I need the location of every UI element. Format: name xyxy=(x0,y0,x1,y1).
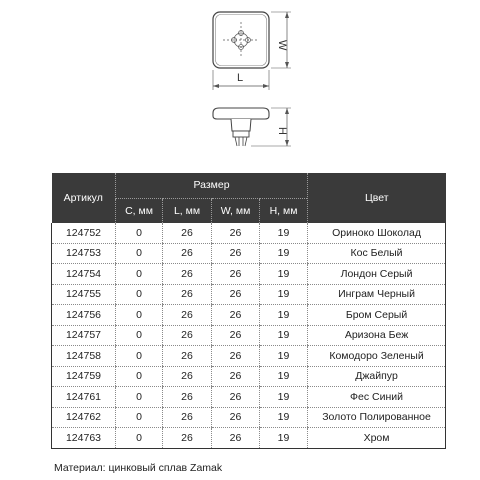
cell-color: Инграм Черный xyxy=(308,284,446,305)
cell-color: Хром xyxy=(308,428,446,449)
table-row xyxy=(52,243,446,264)
cell-article: 124754 xyxy=(52,264,116,285)
cell-w: 26 xyxy=(212,366,260,387)
table-row xyxy=(52,387,446,408)
cell-c: 0 xyxy=(116,284,163,305)
table-row xyxy=(52,407,446,428)
cell-h: 19 xyxy=(260,305,308,326)
cell-article: 124762 xyxy=(52,407,116,428)
cell-article: 124756 xyxy=(52,305,116,326)
table-row xyxy=(52,428,446,449)
cell-h: 19 xyxy=(260,387,308,408)
cell-h: 19 xyxy=(260,366,308,387)
material-note: Материал: цинковый сплав Zamak xyxy=(54,462,223,474)
cell-l: 26 xyxy=(163,284,212,305)
cell-w: 26 xyxy=(212,428,260,449)
cell-l: 26 xyxy=(163,428,212,449)
cell-w: 26 xyxy=(212,223,260,243)
cell-article: 124752 xyxy=(52,223,116,243)
cell-c: 0 xyxy=(116,366,163,387)
technical-drawing xyxy=(0,0,480,170)
header-article: Артикул xyxy=(52,173,116,223)
cell-l: 26 xyxy=(163,366,212,387)
cell-w: 26 xyxy=(212,284,260,305)
table-row xyxy=(52,366,446,387)
cell-color: Фес Синий xyxy=(308,387,446,408)
cell-article: 124757 xyxy=(52,325,116,346)
side-view xyxy=(213,108,291,146)
cell-c: 0 xyxy=(116,346,163,367)
cell-h: 19 xyxy=(260,223,308,243)
cell-color: Комодоро Зеленый xyxy=(308,346,446,367)
cell-w: 26 xyxy=(212,387,260,408)
table-row xyxy=(52,223,446,243)
cell-color: Ориноко Шоколад xyxy=(308,223,446,243)
cell-color: Джайпур xyxy=(308,366,446,387)
cell-color: Золото Полированное xyxy=(308,407,446,428)
cell-c: 0 xyxy=(116,223,163,243)
table-row xyxy=(52,325,446,346)
header-w: W, мм xyxy=(212,198,260,223)
knob-drawing-svg xyxy=(0,0,480,170)
cell-h: 19 xyxy=(260,284,308,305)
cell-h: 19 xyxy=(260,407,308,428)
cell-c: 0 xyxy=(116,243,163,264)
cell-c: 0 xyxy=(116,387,163,408)
cell-w: 26 xyxy=(212,407,260,428)
table-body xyxy=(52,223,446,448)
table-row xyxy=(52,264,446,285)
cell-w: 26 xyxy=(212,346,260,367)
header-h: H, мм xyxy=(260,198,308,223)
top-view xyxy=(213,12,291,90)
cell-l: 26 xyxy=(163,325,212,346)
cell-l: 26 xyxy=(163,243,212,264)
cell-l: 26 xyxy=(163,407,212,428)
cell-l: 26 xyxy=(163,223,212,243)
cell-c: 0 xyxy=(116,264,163,285)
cell-article: 124755 xyxy=(52,284,116,305)
cell-article: 124761 xyxy=(52,387,116,408)
table-row xyxy=(52,346,446,367)
cell-h: 19 xyxy=(260,325,308,346)
header-size-group: Размер xyxy=(116,173,308,198)
cell-article: 124759 xyxy=(52,366,116,387)
cell-h: 19 xyxy=(260,428,308,449)
cell-h: 19 xyxy=(260,264,308,285)
table-row xyxy=(52,284,446,305)
cell-color: Бром Серый xyxy=(308,305,446,326)
cell-l: 26 xyxy=(163,387,212,408)
cell-w: 26 xyxy=(212,264,260,285)
cell-color: Кос Белый xyxy=(308,243,446,264)
cell-c: 0 xyxy=(116,325,163,346)
cell-w: 26 xyxy=(212,325,260,346)
cell-article: 124758 xyxy=(52,346,116,367)
cell-c: 0 xyxy=(116,428,163,449)
header-c: С, мм xyxy=(116,198,163,223)
cell-l: 26 xyxy=(163,346,212,367)
width-label: W xyxy=(276,40,288,51)
cell-c: 0 xyxy=(116,407,163,428)
header-l: L, мм xyxy=(163,198,212,223)
cell-color: Лондон Серый xyxy=(308,264,446,285)
height-label: H xyxy=(276,127,288,135)
cell-h: 19 xyxy=(260,243,308,264)
spec-table xyxy=(51,173,446,449)
cell-color: Аризона Беж xyxy=(308,325,446,346)
cell-article: 124753 xyxy=(52,243,116,264)
cell-w: 26 xyxy=(212,243,260,264)
cell-w: 26 xyxy=(212,305,260,326)
cell-article: 124763 xyxy=(52,428,116,449)
header-color: Цвет xyxy=(308,173,446,223)
cell-c: 0 xyxy=(116,305,163,326)
cell-h: 19 xyxy=(260,346,308,367)
length-label: L xyxy=(237,72,244,84)
cell-l: 26 xyxy=(163,305,212,326)
table-row xyxy=(52,305,446,326)
cell-l: 26 xyxy=(163,264,212,285)
